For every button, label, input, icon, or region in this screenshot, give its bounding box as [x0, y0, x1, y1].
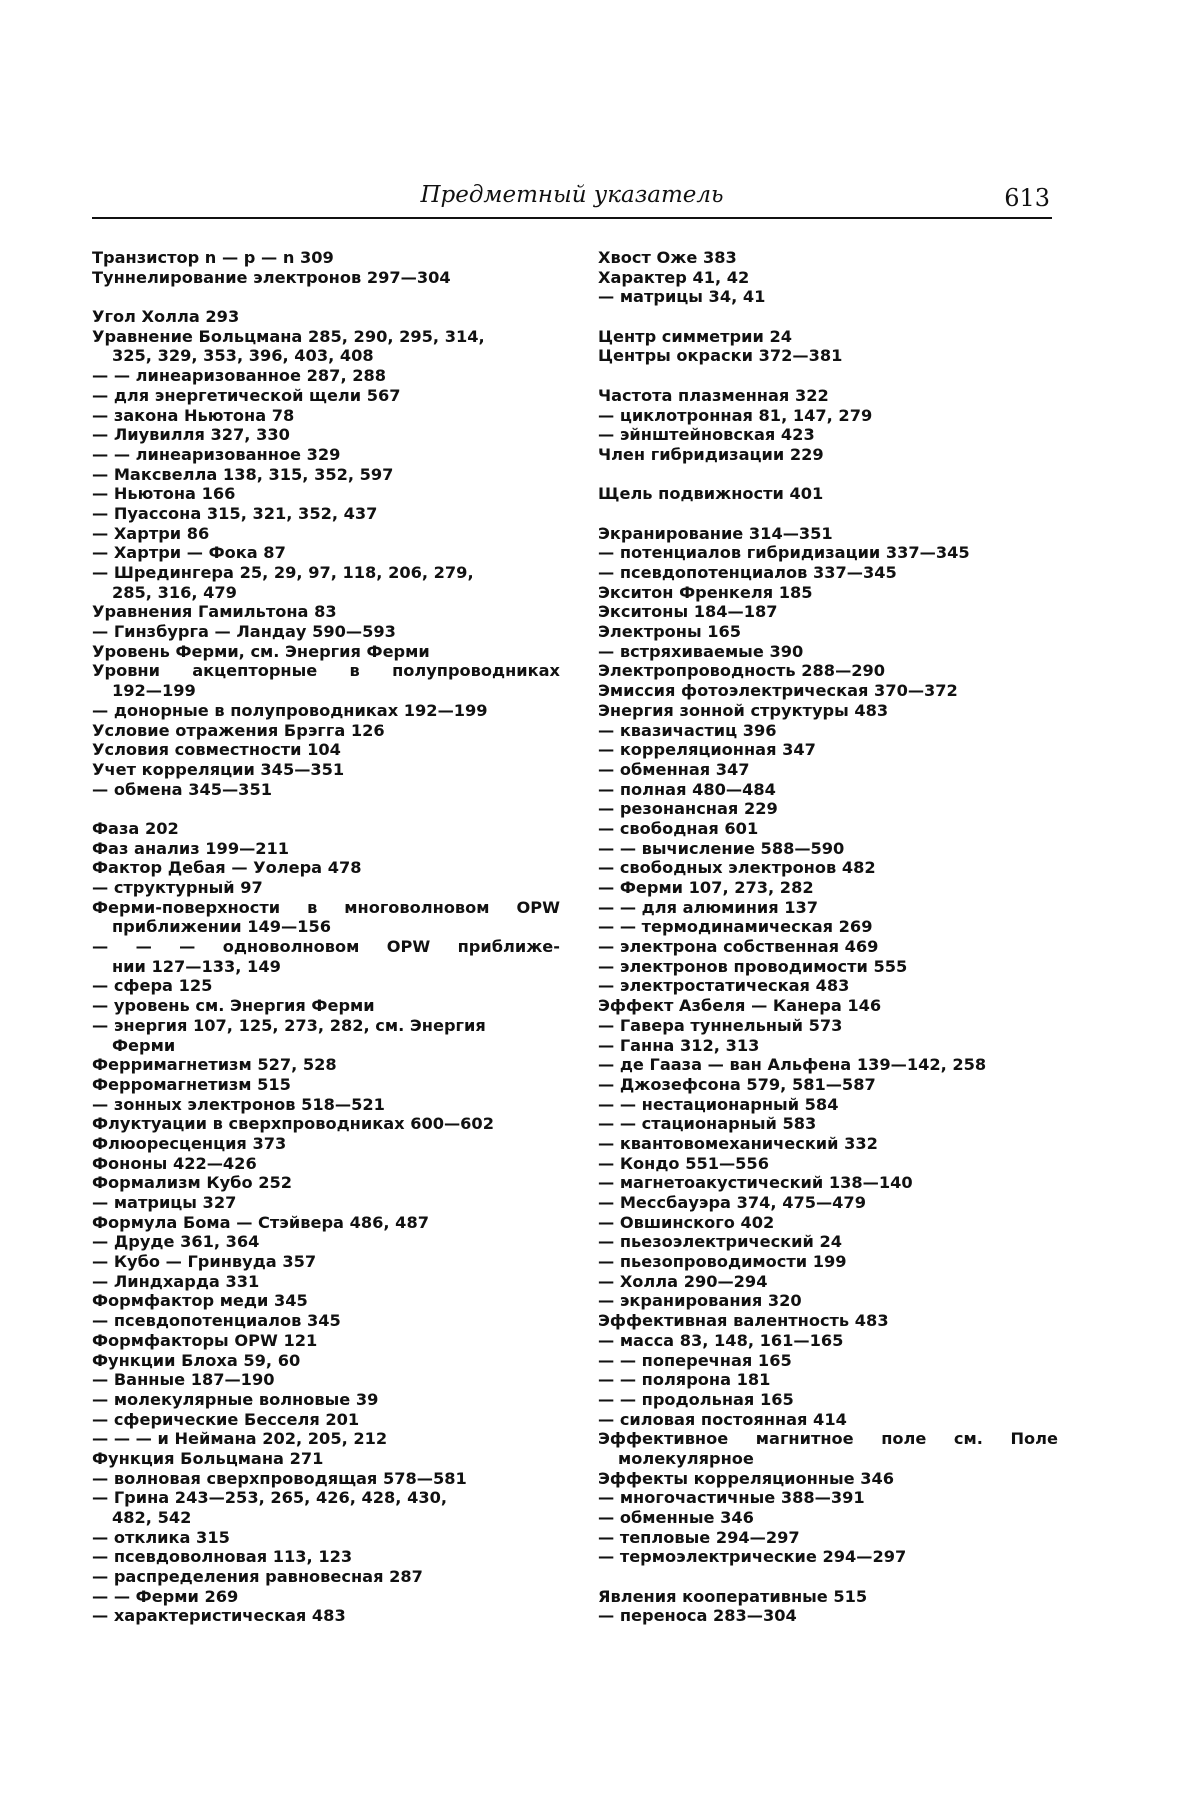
index-entry: — сферические Бесселя 201 [92, 1409, 360, 1429]
index-entry: — пьезоэлектрический 24 [598, 1232, 842, 1252]
index-entry: Явления кооперативные 515 [598, 1586, 868, 1606]
index-entry: — — вычисление 588—590 [598, 838, 845, 858]
index-entry: — молекулярные волновые 39 [92, 1389, 379, 1409]
index-entry: — Пуассона 315, 321, 352, 437 [92, 503, 378, 523]
index-entry: Ферми-поверхности в многоволновом OPW [92, 897, 560, 917]
index-entry: Ферримагнетизм 527, 528 [92, 1055, 337, 1075]
index-spacer [92, 287, 560, 307]
index-entry: Характер 41, 42 [598, 267, 750, 287]
index-entry: — встряхиваемые 390 [598, 641, 804, 661]
index-entry: Электроны 165 [598, 622, 742, 642]
index-entry: 285, 316, 479 [112, 582, 237, 602]
index-entry: Угол Холла 293 [92, 307, 240, 327]
index-entry: — волновая сверхпроводящая 578—581 [92, 1468, 467, 1488]
index-entry: 325, 329, 353, 396, 403, 408 [112, 346, 374, 366]
index-entry: Уровни акцепторные в полупроводниках [92, 661, 560, 681]
page-number: 613 [1004, 184, 1050, 212]
index-entry: 192—199 [112, 681, 196, 701]
index-entry: Экситоны 184—187 [598, 602, 778, 622]
index-entry: — Грина 243—253, 265, 426, 428, 430, [92, 1488, 448, 1508]
index-entry: — — поперечная 165 [598, 1350, 792, 1370]
index-entry: — Холла 290—294 [598, 1271, 768, 1291]
index-entry: Эффекты корреляционные 346 [598, 1468, 895, 1488]
index-entry: — для энергетической щели 567 [92, 385, 401, 405]
index-entry: Фононы 422—426 [92, 1153, 257, 1173]
index-entry: — — полярона 181 [598, 1370, 771, 1390]
index-entry: — — для алюминия 137 [598, 897, 819, 917]
index-entry: — Гинзбурга — Ландау 590—593 [92, 622, 396, 642]
index-entry: — циклотронная 81, 147, 279 [598, 405, 873, 425]
index-entry: — Ганна 312, 313 [598, 1035, 760, 1055]
index-entry: — характеристическая 483 [92, 1606, 346, 1626]
index-entry: Формфакторы OPW 121 [92, 1330, 318, 1350]
index-column-right [598, 248, 1058, 1626]
index-entry: Фаза 202 [92, 818, 179, 838]
index-spacer [598, 307, 1058, 327]
index-entry: Фактор Дебая — Уолера 478 [92, 858, 362, 878]
index-entry: Уравнения Гамильтона 83 [92, 602, 337, 622]
index-entry: Условия совместности 104 [92, 740, 341, 760]
index-entry: Хвост Оже 383 [598, 248, 737, 267]
index-entry: — обмена 345—351 [92, 779, 272, 799]
index-entry: — отклика 315 [92, 1527, 230, 1547]
index-entry: — — линеаризованное 287, 288 [92, 366, 387, 386]
header-rule [92, 217, 1052, 219]
index-entry: — уровень см. Энергия Ферми [92, 996, 375, 1016]
index-entry: Транзистор n — p — n 309 [92, 248, 334, 267]
index-entry: — Хартри 86 [92, 523, 210, 543]
index-entry: — донорные в полупроводниках 192—199 [92, 700, 488, 720]
index-entry: Эмиссия фотоэлектрическая 370—372 [598, 681, 958, 701]
index-entry: — термоэлектрические 294—297 [598, 1547, 907, 1567]
index-entry: — матрицы 327 [92, 1193, 237, 1212]
index-entry: — корреляционная 347 [598, 740, 816, 760]
index-entry: Эффект Азбеля — Канера 146 [598, 996, 882, 1016]
index-entry: — электронов проводимости 555 [598, 956, 908, 976]
index-entry: Флуктуации в сверхпроводниках 600—602 [92, 1114, 494, 1134]
index-entry: — электростатическая 483 [598, 976, 850, 996]
index-entry: Член гибридизации 229 [598, 444, 824, 464]
index-entry: — тепловые 294—297 [598, 1527, 800, 1547]
index-entry: Центры окраски 372—381 [598, 346, 843, 366]
index-entry: — Лиувилля 327, 330 [92, 425, 290, 445]
index-entry: молекулярное [618, 1448, 754, 1468]
index-entry: — — — одноволновом OPW приближе- [92, 937, 560, 957]
index-entry: — полная 480—484 [598, 779, 776, 799]
index-entry: — — Ферми 269 [92, 1586, 239, 1606]
index-entry: — Гавера туннельный 573 [598, 1015, 843, 1035]
index-entry: — квантовомеханический 332 [598, 1133, 878, 1153]
index-entry: — масса 83, 148, 161—165 [598, 1330, 844, 1350]
index-entry: нии 127—133, 149 [112, 956, 281, 976]
index-entry: Уравнение Больцмана 285, 290, 295, 314, [92, 326, 485, 346]
index-entry: — закона Ньютона 78 [92, 405, 295, 425]
index-column-left [92, 248, 560, 1626]
index-entry: — — термодинамическая 269 [598, 917, 873, 937]
index-entry: Флюоресценция 373 [92, 1133, 287, 1153]
index-entry: Эффективное магнитное поле см. Поле [598, 1429, 1058, 1449]
index-entry: Условие отражения Брэгга 126 [92, 720, 385, 740]
index-entry: Ферромагнетизм 515 [92, 1074, 291, 1094]
index-entry: — Шредингера 25, 29, 97, 118, 206, 279, [92, 563, 474, 582]
index-entry: Ферми [112, 1035, 176, 1055]
index-entry: — электрона собственная 469 [598, 937, 879, 957]
index-entry: — Хартри — Фока 87 [92, 543, 286, 563]
index-entry: Формула Бома — Стэйвера 486, 487 [92, 1212, 429, 1232]
index-entry: — Джозефсона 579, 581—587 [598, 1074, 876, 1094]
index-entry: — Кубо — Гринвуда 357 [92, 1252, 317, 1272]
index-entry: — Линдхарда 331 [92, 1271, 260, 1291]
index-entry: — переноса 283—304 [598, 1606, 797, 1626]
index-entry: Экситон Френкеля 185 [598, 582, 813, 602]
index-entry: — матрицы 34, 41 [598, 287, 766, 307]
index-entry: — распределения равновесная 287 [92, 1567, 423, 1587]
index-entry: Частота плазменная 322 [598, 385, 829, 405]
index-entry: — резонансная 229 [598, 799, 778, 819]
index-entry: — силовая постоянная 414 [598, 1409, 847, 1429]
index-entry: — сфера 125 [92, 976, 213, 996]
index-entry: — Кондо 551—556 [598, 1153, 769, 1173]
index-entry: — — нестационарный 584 [598, 1094, 839, 1114]
index-entry: Центр симметрии 24 [598, 326, 792, 346]
index-entry: Функции Блоха 59, 60 [92, 1350, 301, 1370]
index-entry: — Овшинского 402 [598, 1212, 775, 1232]
index-entry: — — стационарный 583 [598, 1114, 817, 1134]
index-entry: — потенциалов гибридизации 337—345 [598, 543, 970, 563]
index-entry: — Ферми 107, 273, 282 [598, 878, 814, 897]
index-entry: — псевдоволновая 113, 123 [92, 1547, 353, 1567]
index-entry: — обменная 347 [598, 759, 750, 779]
index-entry: — многочастичные 388—391 [598, 1488, 865, 1508]
index-entry: Щель подвижности 401 [598, 484, 824, 504]
index-spacer [598, 1567, 1058, 1587]
index-entry: — — линеаризованное 329 [92, 444, 341, 464]
index-entry: — эйнштейновская 423 [598, 425, 815, 445]
index-entry: — энергия 107, 125, 273, 282, см. Энергия [92, 1015, 486, 1035]
index-entry: Электропроводность 288—290 [598, 661, 886, 681]
index-spacer [598, 366, 1058, 386]
index-entry: — Мессбауэра 374, 475—479 [598, 1193, 866, 1212]
index-entry: Формфактор меди 345 [92, 1291, 308, 1311]
index-entry: Функция Больцмана 271 [92, 1448, 324, 1468]
index-spacer [92, 799, 560, 819]
index-entry: — — — и Неймана 202, 205, 212 [92, 1429, 388, 1449]
index-entry: — Ньютона 166 [92, 484, 236, 504]
index-entry: Экранирование 314—351 [598, 523, 833, 543]
running-title: Предметный указатель [420, 182, 724, 208]
index-entry: — — продольная 165 [598, 1389, 794, 1409]
index-spacer [598, 465, 1058, 485]
index-entry: Учет корреляции 345—351 [92, 759, 345, 779]
index-entry: — Максвелла 138, 315, 352, 597 [92, 464, 394, 484]
index-entry: — псевдопотенциалов 337—345 [598, 563, 897, 582]
index-entry: — Ванные 187—190 [92, 1370, 275, 1390]
index-entry: приближении 149—156 [112, 917, 331, 937]
index-entry: — де Гааза — ван Альфена 139—142, 258 [598, 1055, 987, 1075]
index-entry: — обменные 346 [598, 1508, 754, 1527]
index-entry: Туннелирование электронов 297—304 [92, 267, 451, 287]
index-entry: Формализм Кубо 252 [92, 1173, 293, 1193]
index-entry: — структурный 97 [92, 878, 263, 897]
index-entry: Эффективная валентность 483 [598, 1311, 889, 1331]
index-entry: Энергия зонной структуры 483 [598, 700, 889, 720]
index-entry: Уровень Ферми, см. Энергия Ферми [92, 641, 430, 661]
index-entry: Фаз анализ 199—211 [92, 838, 290, 858]
index-spacer [598, 504, 1058, 524]
index-entry: — свободная 601 [598, 818, 759, 838]
index-entry: 482, 542 [112, 1508, 192, 1527]
running-header [92, 174, 1052, 218]
index-entry: — зонных электронов 518—521 [92, 1094, 385, 1114]
index-entry: — пьезопроводимости 199 [598, 1252, 847, 1272]
index-entry: — Друде 361, 364 [92, 1232, 260, 1252]
index-entry: — экранирования 320 [598, 1291, 802, 1311]
index-entry: — свободных электронов 482 [598, 858, 876, 878]
index-entry: — квазичастиц 396 [598, 720, 777, 740]
index-entry: — псевдопотенциалов 345 [92, 1311, 341, 1331]
index-entry: — магнетоакустический 138—140 [598, 1173, 913, 1193]
